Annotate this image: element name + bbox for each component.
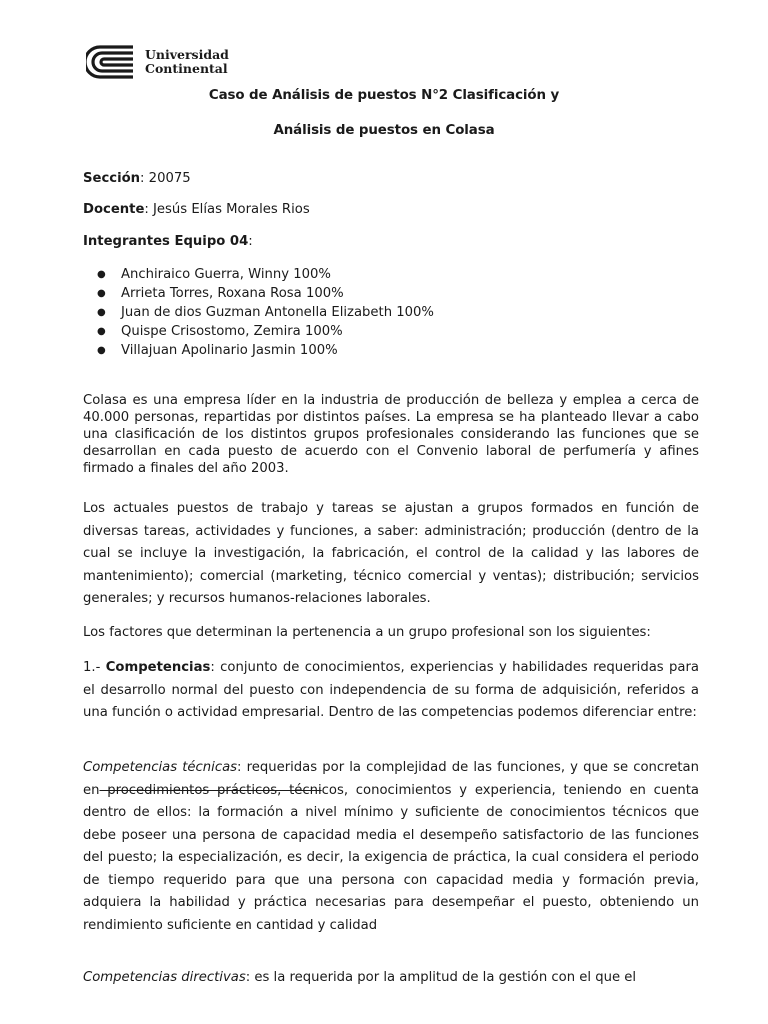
competencias-tecnicas-term: Competencias técnicas [83, 760, 238, 775]
member-name: Juan de dios Guzman Antonella Elizabeth 100% [121, 305, 434, 320]
document-title-line-2: Análisis de puestos en Colasa [273, 123, 495, 138]
paragraph-puestos: Los actuales puestos de trabajo y tareas se ajustan a grupos formados en función de diversas tareas, actividades y funciones, a saber: administración; producción (dentro de la cual se incluye la investigación, la fabricación, el control de la calidad y las labores de mantenimiento); comercial (marketing, técnico comercial y ventas); distribución; servicios generales; y recursos humanos-relaciones laborales. [83, 501, 699, 606]
bullet-icon: ● [97, 288, 106, 299]
competencias-definition: : conjunto de conocimientos, experiencias y habilidades requeridas para el desarrollo normal del puesto con independencia de su forma de adquisición, referidos a una función o actividad empresarial. Dentro de las competencias podemos diferenciar entre: [83, 660, 699, 720]
continental-logo-icon [86, 44, 136, 80]
bullet-icon: ● [97, 345, 106, 356]
bullet-icon: ● [97, 269, 106, 280]
competencias-directivas-term: Competencias directivas [83, 970, 246, 985]
member-name: Arrieta Torres, Roxana Rosa 100% [121, 286, 344, 301]
logo-wordmark [145, 48, 229, 76]
seccion-value: : 20075 [140, 171, 191, 186]
bullet-icon: ● [97, 307, 106, 318]
paragraph-factores: Los factores que determinan la pertenencia a un grupo profesional son los siguientes: [83, 625, 651, 640]
list-item [83, 341, 434, 360]
bullet-icon: ● [97, 326, 106, 337]
docente-label: Docente [83, 202, 145, 217]
member-name: Quispe Crisostomo, Zemira 100% [121, 324, 343, 339]
docente-line [83, 202, 310, 217]
seccion-label: Sección [83, 171, 141, 186]
list-item [83, 265, 434, 284]
integrantes-suffix: : [248, 234, 253, 249]
paragraph-intro: Colasa es una empresa líder en la industria de producción de belleza y emplea a cerca de 40.000 personas, repartidas por distintos países. La empresa se ha planteado llevar a cabo una clasificación de los distintos grupos profesionales considerando las funciones que se desarrollan en cada puesto de acuerdo con el Convenio laboral de perfumería y afines firmado a finales del año 2003. [83, 393, 699, 476]
member-name: Villajuan Apolinario Jasmin 100% [121, 343, 338, 358]
logo-line-1: Universidad [145, 47, 229, 62]
members-list [83, 265, 434, 360]
paragraph-competencias [83, 657, 699, 725]
paragraph-competencias-directivas [83, 967, 699, 990]
integrantes-line [83, 234, 253, 249]
document-title-line-1: Caso de Análisis de puestos N°2 Clasificación y [208, 88, 560, 103]
seccion-line [83, 171, 191, 186]
paragraph-competencias-tecnicas [83, 757, 699, 937]
competencias-directivas-text: : es la requerida por la amplitud de la gestión con el que el [245, 970, 637, 985]
competencias-tecnicas-text-a: : requeridas por la complejidad de las funciones, y que se concretan en [83, 760, 699, 798]
list-item [83, 322, 434, 341]
university-logo [86, 44, 229, 80]
struck-through-text: procedimientos prácticos, técni [99, 782, 322, 798]
integrantes-label: Integrantes Equipo 04 [83, 234, 249, 249]
docente-value: : Jesús Elías Morales Rios [144, 202, 310, 217]
list-item [83, 303, 434, 322]
logo-line-2: Continental [145, 61, 228, 76]
competencias-number: 1.- [83, 660, 106, 675]
competencias-tecnicas-text-b: cos, conocimientos y experiencia, teniendo en cuenta dentro de ellos: la formación a nivel mínimo y suficiente de conocimientos técnicos que debe poseer una persona de capacidad media el desempeño satisfactorio de las funciones del puesto; la especialización, es decir, la exigencia de práctica, la cual considera el periodo de tiempo requerido para que una persona con capacidad media y formación previa, adquiera la habilidad y práctica necesarias para desempeñar el puesto, obteniendo un rendimiento suficiente en cantidad y calidad [83, 782, 699, 933]
list-item [83, 284, 434, 303]
member-name: Anchiraico Guerra, Winny 100% [121, 267, 331, 282]
competencias-term: Competencias [105, 660, 211, 675]
